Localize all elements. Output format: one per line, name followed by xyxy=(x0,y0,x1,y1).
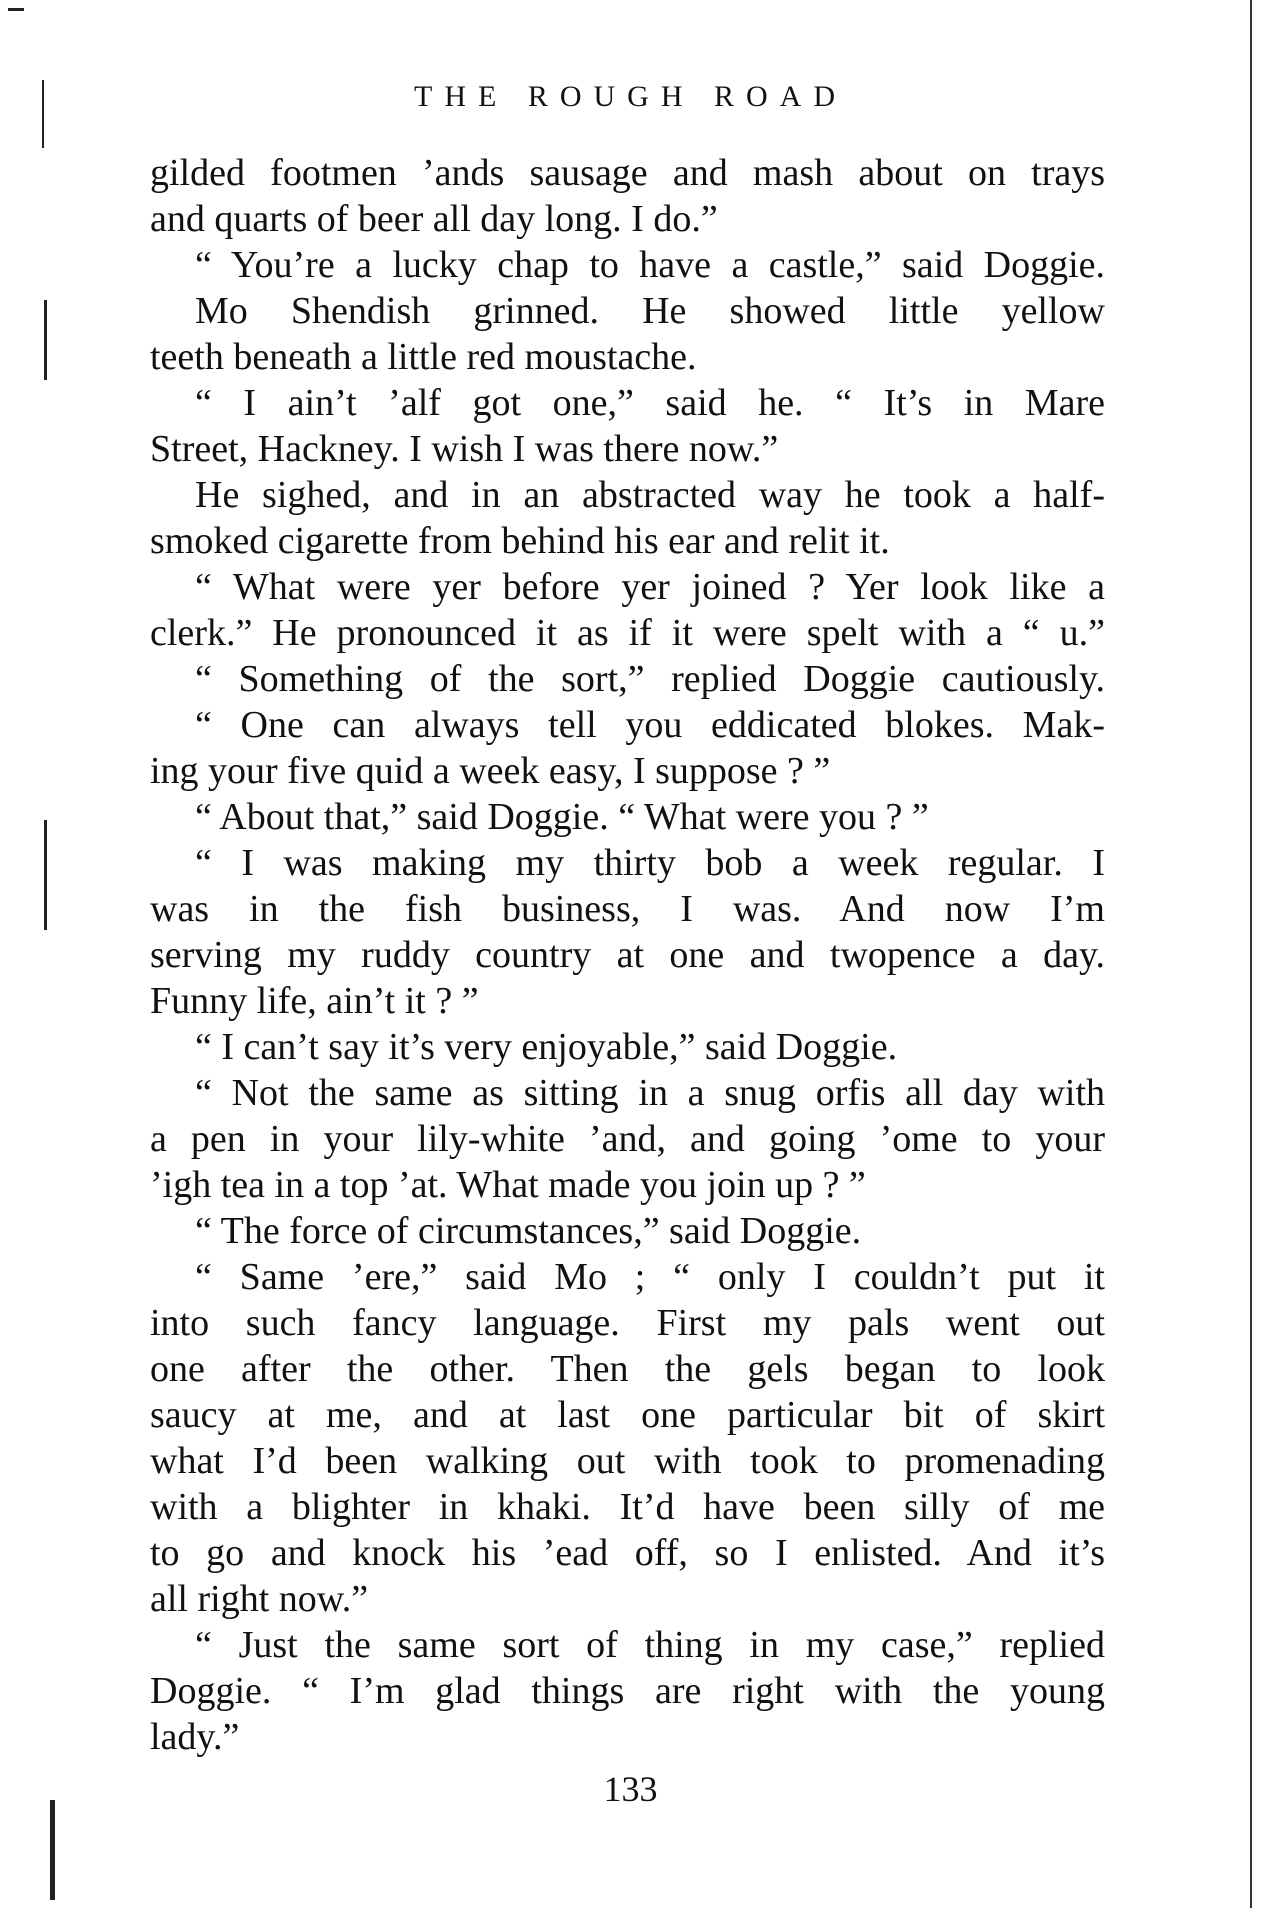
text-line: serving my ruddy country at one and twopence a day. xyxy=(150,934,1105,976)
text-line: teeth beneath a little red moustache. xyxy=(150,336,697,378)
body-text xyxy=(150,150,1105,1760)
text-line: what I’d been walking out with took to promenading xyxy=(150,1440,1105,1482)
scan-artifact-margin-2 xyxy=(44,300,47,380)
text-line: “ I can’t say it’s very enjoyable,” said Doggie. xyxy=(195,1026,898,1068)
text-line: Mo Shendish grinned. He showed little yellow xyxy=(195,290,1105,332)
text-line: “ I was making my thirty bob a week regular. I xyxy=(195,842,1105,884)
text-line: was in the fish business, I was. And now I’m xyxy=(150,888,1105,930)
text-line: clerk.” He pronounced it as if it were spelt with a “ u.” xyxy=(150,612,1105,654)
text-line: “ One can always tell you eddicated blokes. Mak- xyxy=(195,704,1105,746)
text-line: “ What were yer before yer joined ? Yer look like a xyxy=(195,566,1105,608)
text-line: a pen in your lily-white ’and, and going ’ome to your xyxy=(150,1118,1105,1160)
text-line: saucy at me, and at last one particular bit of skirt xyxy=(150,1394,1105,1436)
text-line: “ Same ’ere,” said Mo ; “ only I couldn’t put it xyxy=(195,1256,1105,1298)
text-line: into such fancy language. First my pals went out xyxy=(150,1302,1105,1344)
text-line: Funny life, ain’t it ? ” xyxy=(150,980,479,1022)
text-line: “ Just the same sort of thing in my case,” replied xyxy=(195,1624,1105,1666)
running-head: THE ROUGH ROAD xyxy=(414,80,847,113)
text-line: smoked cigarette from behind his ear and relit it. xyxy=(150,520,890,562)
text-line: one after the other. Then the gels began to look xyxy=(150,1348,1105,1390)
text-line: all right now.” xyxy=(150,1578,369,1620)
text-line: gilded footmen ’ands sausage and mash about on trays xyxy=(150,152,1105,194)
text-line: ’igh tea in a top ’at. What made you join up ? ” xyxy=(150,1164,866,1206)
text-line: to go and knock his ’ead off, so I enlisted. And it’s xyxy=(150,1532,1105,1574)
text-line: “ About that,” said Doggie. “ What were you ? ” xyxy=(195,796,929,838)
text-line: lady.” xyxy=(150,1716,240,1758)
page-gutter-edge xyxy=(1250,0,1252,1908)
text-line: “ You’re a lucky chap to have a castle,” said Doggie. xyxy=(195,244,1105,286)
text-line: He sighed, and in an abstracted way he took a half- xyxy=(195,474,1105,516)
text-line: ing your five quid a week easy, I suppose ? ” xyxy=(150,750,831,792)
text-line: “ I ain’t ’alf got one,” said he. “ It’s in Mare xyxy=(195,382,1105,424)
page-number: 133 xyxy=(603,1769,658,1809)
scan-artifact-margin-4 xyxy=(50,1800,55,1900)
text-line: with a blighter in khaki. It’d have been silly of me xyxy=(150,1486,1105,1528)
text-line: Doggie. “ I’m glad things are right with the young xyxy=(150,1670,1105,1712)
scan-artifact-margin-3 xyxy=(44,820,47,930)
text-line: “ The force of circumstances,” said Doggie. xyxy=(195,1210,862,1252)
text-line: “ Something of the sort,” replied Doggie cautiously. xyxy=(195,658,1105,700)
text-line: “ Not the same as sitting in a snug orfis all day with xyxy=(195,1072,1105,1114)
text-line: Street, Hackney. I wish I was there now.” xyxy=(150,428,779,470)
scan-artifact-corner xyxy=(8,8,24,11)
text-line: and quarts of beer all day long. I do.” xyxy=(150,198,718,240)
